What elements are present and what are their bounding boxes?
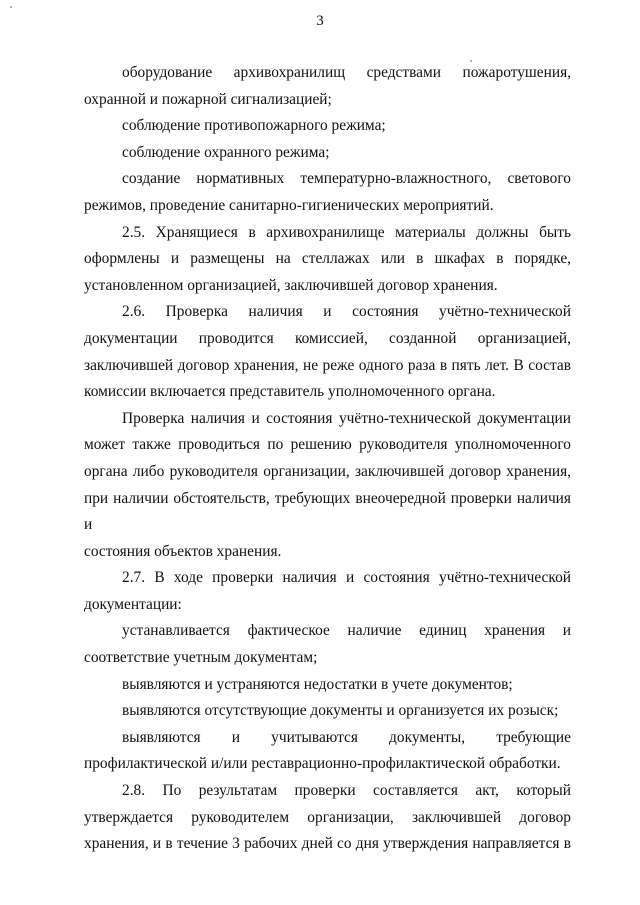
- text-line: при наличии обстоятельств, требующих внеочередной проверки наличия и: [84, 489, 571, 534]
- text-line: режимов, проведение санитарно-гигиенических мероприятий.: [84, 196, 494, 214]
- text-line: выявляются отсутствующие документы и организуется их розыск;: [122, 702, 559, 720]
- text-line: соблюдение противопожарного режима;: [122, 117, 386, 135]
- text-line: выявляются и учитываются документы, требующие: [122, 728, 571, 746]
- text-line: охранной и пожарной сигнализацией;: [84, 90, 332, 108]
- text-line: заключившей договор хранения, не реже одного раза в пять лет. В состав: [84, 356, 571, 374]
- text-line: соответствие учетным документам;: [84, 649, 318, 667]
- paragraph: [84, 618, 571, 671]
- page-number: 3: [316, 13, 324, 29]
- paragraph: [84, 140, 571, 167]
- text-line: 2.7. В ходе проверки наличия и состояния учётно-технической: [122, 569, 571, 587]
- text-line: Проверка наличия и состояния учётно-технической документации: [122, 409, 571, 427]
- text-line: документации:: [84, 595, 182, 613]
- paragraph: [84, 725, 571, 778]
- scan-speck: [470, 60, 472, 62]
- text-line: выявляются и устраняются недостатки в учете документов;: [122, 675, 513, 693]
- document-body: [84, 60, 571, 858]
- text-line: 2.8. По результатам проверки составляется акт, который: [122, 782, 571, 800]
- text-line: органа либо руководителя организации, заключившей договор хранения,: [84, 462, 571, 480]
- text-line: утверждается руководителем организации, заключившей договор: [84, 808, 571, 826]
- paragraph: [84, 166, 571, 219]
- paragraph: [84, 113, 571, 140]
- text-line: создание нормативных температурно-влажностного, светового: [122, 170, 571, 188]
- text-line: документации проводится комиссией, созданной организацией,: [84, 329, 571, 347]
- text-line: 2.6. Проверка наличия и состояния учётно-технической: [122, 303, 571, 321]
- text-line: комиссии включается представитель уполномоченного органа.: [84, 383, 496, 401]
- paragraph: [84, 698, 571, 725]
- text-line: состояния объектов хранения.: [84, 542, 282, 560]
- text-line: хранения, и в течение 3 рабочих дней со дня утверждения направляется в: [84, 835, 571, 853]
- paragraph: [84, 299, 571, 405]
- text-line: профилактической и/или реставрационно-профилактической обработки.: [84, 755, 561, 773]
- text-line: устанавливается фактическое наличие единиц хранения и: [122, 622, 571, 640]
- text-line: оформлены и размещены на стеллажах или в шкафах в порядке,: [84, 250, 571, 268]
- paragraph: [84, 778, 571, 858]
- text-line: оборудование архивохранилищ средствами пожаротушения,: [122, 64, 571, 81]
- text-line: установленном организацией, заключившей договор хранения.: [84, 276, 498, 294]
- paragraph: [84, 672, 571, 699]
- text-line: соблюдение охранного режима;: [122, 143, 330, 161]
- text-line: может также проводиться по решению руководителя уполномоченного: [84, 436, 571, 454]
- text-line: 2.5. Хранящиеся в архивохранилище материалы должны быть: [122, 223, 571, 241]
- paragraph: [84, 60, 571, 113]
- paragraph: [84, 565, 571, 618]
- scan-speck: [10, 6, 12, 8]
- paragraph: [84, 220, 571, 300]
- paragraph: [84, 406, 571, 566]
